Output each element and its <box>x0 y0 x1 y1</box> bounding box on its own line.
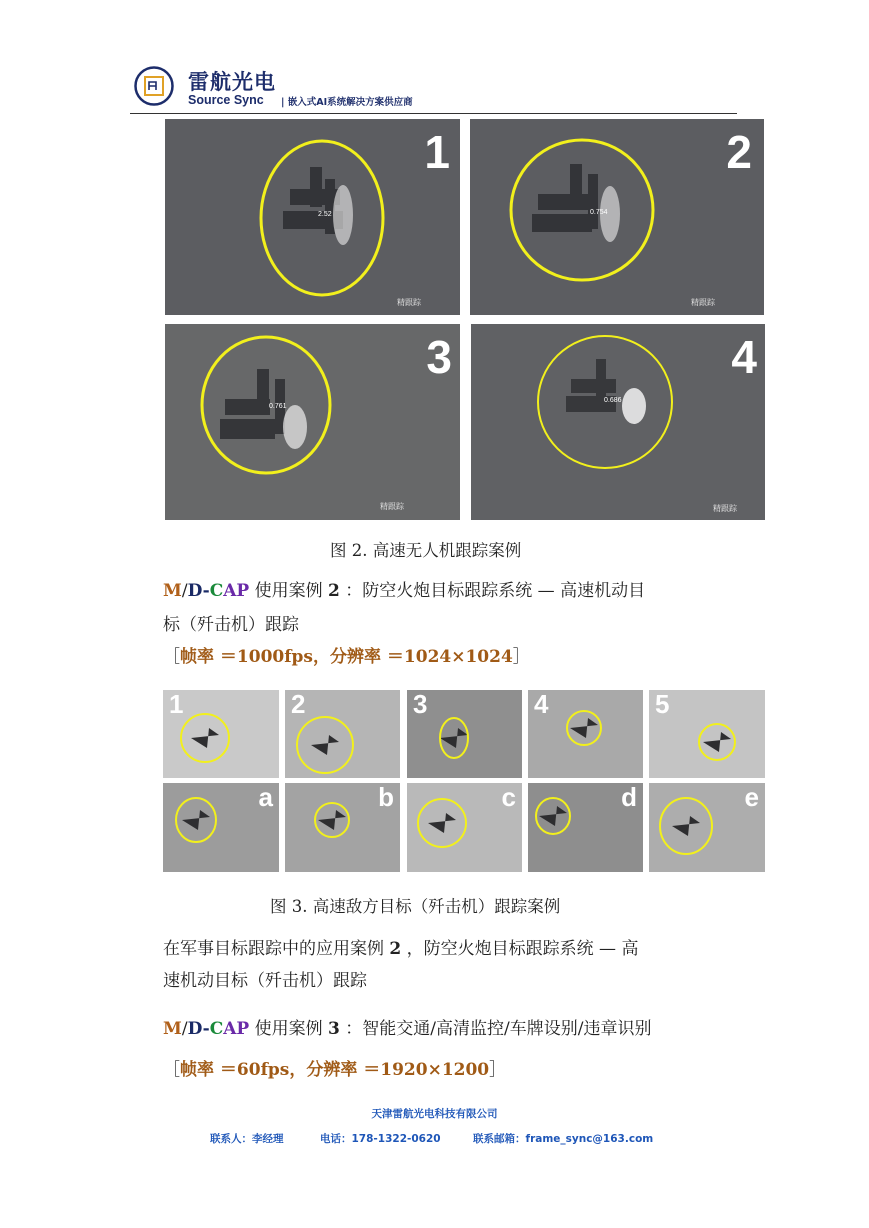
mark-d: D <box>187 581 203 601</box>
jet-silhouette <box>703 732 731 752</box>
panel-label: 1 <box>169 690 184 719</box>
drone-tracking-photo-4 <box>471 324 765 520</box>
jet-silhouette <box>570 718 598 738</box>
case-title: ：智能交通/高清监控/车牌设别/违章识别 <box>339 1019 652 1039</box>
mark-dash: - <box>202 1019 210 1039</box>
text: ，防空火炮目标跟踪系统 — 高 <box>401 939 639 959</box>
panel-number: 1 <box>424 126 450 178</box>
jet-tracking-photo-2 <box>285 690 400 778</box>
case-number: 2 <box>328 581 340 601</box>
mark-ap: AP <box>223 581 250 601</box>
case-number: 3 <box>328 1019 340 1039</box>
jet-tracking-photo-d <box>528 783 643 872</box>
case-3-heading <box>163 1014 651 1039</box>
footer-email: 联系邮箱：frame_sync@163.com <box>473 1133 654 1145</box>
mark-dash: - <box>202 581 210 601</box>
tracking-mode-label: 精跟踪 <box>691 298 715 307</box>
panel-label: a <box>258 783 273 812</box>
tracking-mode-label: 精跟踪 <box>713 504 737 513</box>
case-2-heading <box>163 576 645 601</box>
panel-label: 4 <box>534 690 549 719</box>
panel-number: 3 <box>426 331 452 383</box>
panel-label: b <box>378 783 394 812</box>
military-paragraph-line1 <box>163 934 638 959</box>
panel-label: d <box>621 783 637 812</box>
brand-tagline: | 嵌入式AI系统解决方案供应商 <box>281 97 413 108</box>
jet-silhouette <box>539 806 567 826</box>
case-label: 使用案例 <box>249 581 329 601</box>
track-score: 0.754 <box>590 209 608 216</box>
panel-label: e <box>744 783 759 812</box>
drone-tracking-photo-3 <box>165 324 460 520</box>
case-2-heading-line2: 标（歼击机）跟踪 <box>163 615 299 635</box>
jet-tracking-photo-e <box>649 783 765 872</box>
mark-d: D <box>187 1019 203 1039</box>
mark-c: C <box>209 581 224 601</box>
panel-number: 2 <box>726 126 752 178</box>
jet-tracking-photo-4 <box>528 690 643 778</box>
mark-m: M <box>163 581 182 601</box>
jet-silhouette <box>318 810 346 830</box>
jet-silhouette <box>311 735 339 755</box>
footer-phone: 电话：178-1322-0620 <box>320 1133 441 1145</box>
company-logo <box>134 66 174 106</box>
case-label: 使用案例 <box>249 1019 329 1039</box>
brand-name-cn: 雷航光电 <box>188 70 276 94</box>
track-score: 0.761 <box>269 403 287 410</box>
panel-label: 3 <box>413 690 428 719</box>
case-number: 2 <box>389 939 402 959</box>
jet-tracking-photo-1 <box>163 690 279 778</box>
bracket-open: ［ <box>163 1060 180 1080</box>
drone-tracking-photo-1 <box>165 119 460 315</box>
mark-slash: / <box>181 581 188 601</box>
jet-tracking-photo-b <box>285 783 400 872</box>
brand-name-en: Source Sync <box>188 93 264 107</box>
track-score: 2.52 <box>318 211 332 218</box>
jet-silhouette <box>182 810 210 830</box>
drone-tracking-photo-2 <box>470 119 764 315</box>
tracking-mode-label: 精跟踪 <box>397 298 421 307</box>
jet-tracking-photo-5 <box>649 690 765 778</box>
mark-c: C <box>209 1019 224 1039</box>
jet-tracking-photo-c <box>407 783 522 872</box>
header-divider <box>130 113 737 114</box>
footer-company: 天津雷航光电科技有限公司 <box>371 1108 498 1120</box>
footer-contact: 联系人：李经理 <box>210 1133 284 1145</box>
params-text: 帧率 ＝60fps，分辨率 ＝1920×1200 <box>180 1060 490 1080</box>
jet-silhouette <box>672 816 700 836</box>
jet-silhouette <box>440 728 468 748</box>
figure-2-caption: 图 2. 高速无人机跟踪案例 <box>330 541 522 560</box>
jet-tracking-photo-a <box>163 783 279 872</box>
bracket-open: ［ <box>163 647 180 667</box>
bracket-close: ］ <box>512 647 530 667</box>
panel-label: 2 <box>291 690 306 719</box>
mark-ap: AP <box>223 1019 250 1039</box>
jet-silhouette <box>428 813 456 833</box>
case-title: ：防空火炮目标跟踪系统 — 高速机动目 <box>339 581 646 601</box>
case-2-params <box>163 642 530 667</box>
panel-label: 5 <box>655 690 670 719</box>
params-text: 帧率 ＝1000fps，分辨率 ＝1024×1024 <box>180 647 513 667</box>
mark-m: M <box>163 1019 182 1039</box>
jet-tracking-photo-3 <box>407 690 522 778</box>
mark-slash: / <box>181 1019 188 1039</box>
text: 在军事目标跟踪中的应用案例 <box>163 939 390 959</box>
case-3-params <box>163 1055 506 1080</box>
track-score: 0.686 <box>604 397 622 404</box>
panel-label: c <box>501 783 516 812</box>
tracking-mode-label: 精跟踪 <box>380 502 404 511</box>
military-paragraph-line2: 速机动目标（歼击机）跟踪 <box>163 971 367 991</box>
panel-number: 4 <box>731 331 757 383</box>
jet-silhouette <box>191 728 219 748</box>
figure-3-caption: 图 3. 高速敌方目标（歼击机）跟踪案例 <box>270 897 561 916</box>
bracket-close: ］ <box>489 1060 507 1080</box>
